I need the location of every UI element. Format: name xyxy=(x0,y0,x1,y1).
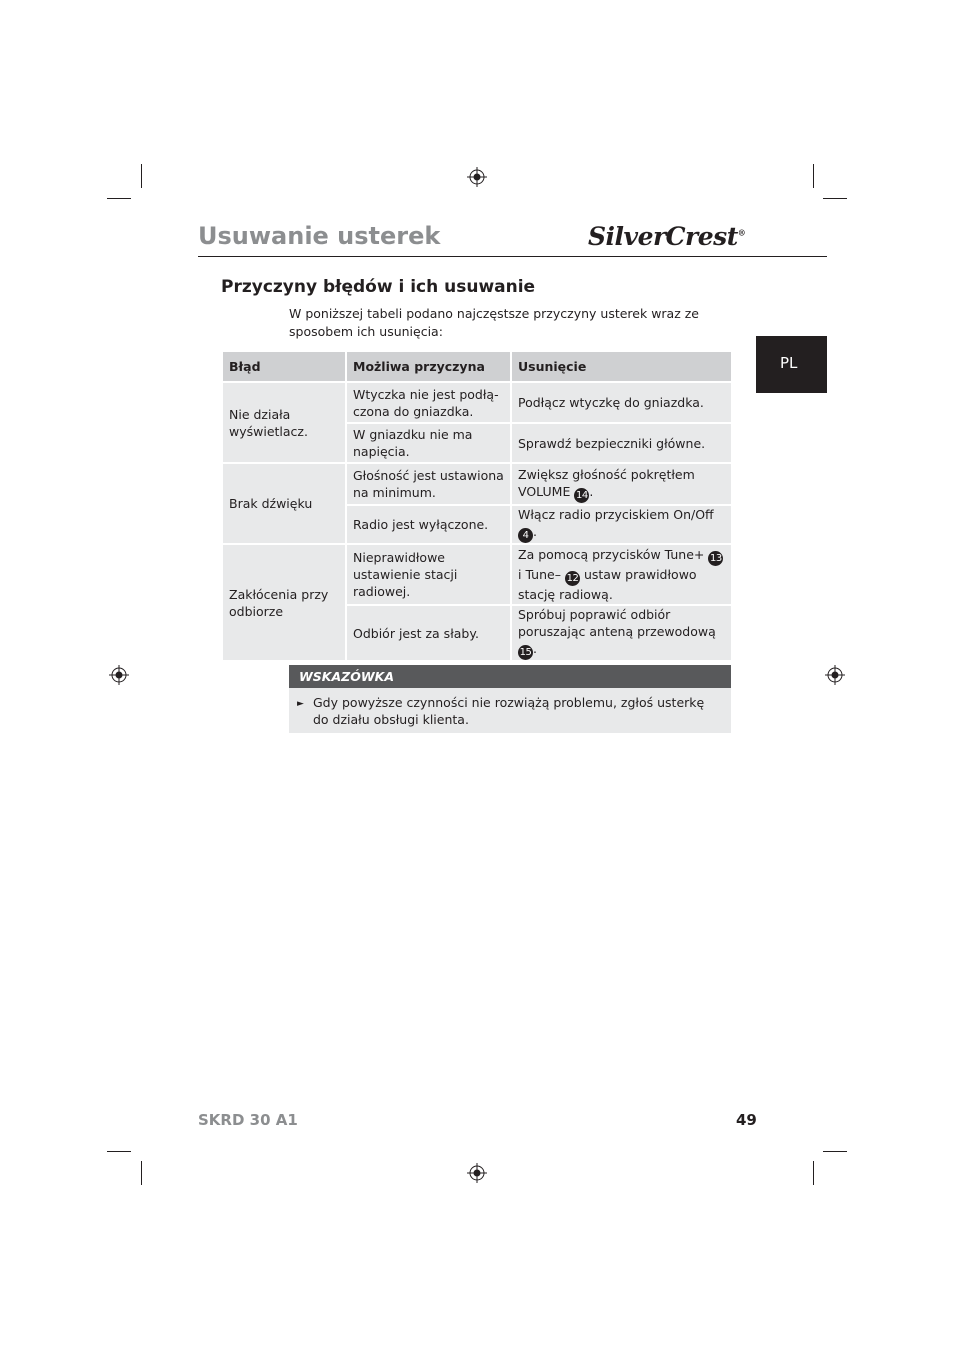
note-heading: WSKAZÓWKA xyxy=(289,665,731,688)
column-header-error: Błąd xyxy=(222,351,346,382)
section-heading: Przyczyny błędów i ich usuwanie xyxy=(221,277,536,297)
part-number-badge: 14 xyxy=(575,489,588,501)
fix-text: i Tune– xyxy=(518,567,561,582)
page-number: 49 xyxy=(736,1111,757,1129)
registration-mark-icon xyxy=(467,1163,487,1183)
registration-mark-icon xyxy=(109,665,129,685)
cause-cell: Głośność jest ustawiona na minimum. xyxy=(346,463,511,505)
intro-paragraph: W poniższej tabeli podano najczęstsze przyczyny usterek wraz ze sposobem ich usunięcia: xyxy=(289,306,699,339)
footer-model: SKRD 30 A1 xyxy=(198,1111,298,1129)
fix-text: . xyxy=(533,524,537,539)
cause-cell: W gniazdku nie ma napięcia. xyxy=(346,423,511,463)
part-number-badge: 12 xyxy=(566,573,579,584)
table-row xyxy=(222,544,732,605)
error-text: Zakłócenia przy odbiorze xyxy=(229,586,329,619)
note-text: Gdy powyższe czynności nie rozwiążą problemu, zgłoś usterkę do działu obsługi klienta. xyxy=(313,695,705,727)
crop-mark xyxy=(823,1151,847,1152)
cause-cell: Nieprawidłowe ustawienie stacji radiowej. xyxy=(346,544,511,605)
note-body xyxy=(289,688,731,733)
part-number-badge: 4 xyxy=(518,528,533,543)
error-text: Nie działa wyświetlacz. xyxy=(229,406,308,439)
fix-text: Spróbuj poprawić odbiór poruszając anteną przewodową xyxy=(518,607,716,639)
troubleshooting-table xyxy=(221,350,733,662)
header-rule xyxy=(198,256,827,257)
crop-mark xyxy=(107,1151,131,1152)
language-tab: PL xyxy=(756,336,827,393)
cause-cell: Radio jest wyłączone. xyxy=(346,505,511,544)
crop-mark xyxy=(141,164,142,188)
column-header-fix: Usunięcie xyxy=(511,351,732,382)
note-box xyxy=(289,665,731,733)
table-row xyxy=(222,382,732,423)
arrow-bullet-icon: ► xyxy=(297,699,304,709)
page-title: Usuwanie usterek xyxy=(198,222,441,250)
cause-cell: Odbiór jest za słaby. xyxy=(346,605,511,661)
table-row xyxy=(222,463,732,505)
fix-text: . xyxy=(589,483,594,499)
fix-text: Włącz radio przyciskiem On/Off xyxy=(518,507,714,522)
fix-cell: Podłącz wtyczkę do gniazdka. xyxy=(511,382,732,423)
fix-text: Zwiększ głośność pokrętłem VOLUME xyxy=(518,466,695,499)
brand-name: SilverCrest xyxy=(588,222,738,251)
brand-logo xyxy=(588,222,745,251)
fix-cell xyxy=(511,463,732,505)
cause-cell: Wtyczka nie jest podłą-czona do gniazdka. xyxy=(346,382,511,423)
error-cell xyxy=(222,382,346,463)
fix-text: Za pomocą przycisków Tune+ xyxy=(518,547,705,562)
fix-cell xyxy=(511,544,732,605)
error-cell xyxy=(222,463,346,544)
error-cell xyxy=(222,544,346,661)
error-text: Brak dźwięku xyxy=(229,496,313,511)
fix-cell xyxy=(511,505,732,544)
fix-cell: Sprawdź bezpieczniki główne. xyxy=(511,423,732,463)
part-number-badge: 13 xyxy=(710,553,722,564)
registered-mark: ® xyxy=(737,227,746,238)
crop-mark xyxy=(107,198,131,199)
table-header-row xyxy=(222,351,732,382)
fix-text: . xyxy=(533,641,537,656)
fix-cell xyxy=(511,605,732,661)
column-header-cause: Możliwa przyczyna xyxy=(346,351,511,382)
part-number-badge: 15 xyxy=(519,647,532,658)
fix-text: ustaw prawidłowo stację radiową. xyxy=(518,567,697,602)
crop-mark xyxy=(813,1161,814,1185)
registration-mark-icon xyxy=(825,665,845,685)
registration-mark-icon xyxy=(467,167,487,187)
crop-mark xyxy=(813,164,814,188)
crop-mark xyxy=(823,198,847,199)
crop-mark xyxy=(141,1161,142,1185)
